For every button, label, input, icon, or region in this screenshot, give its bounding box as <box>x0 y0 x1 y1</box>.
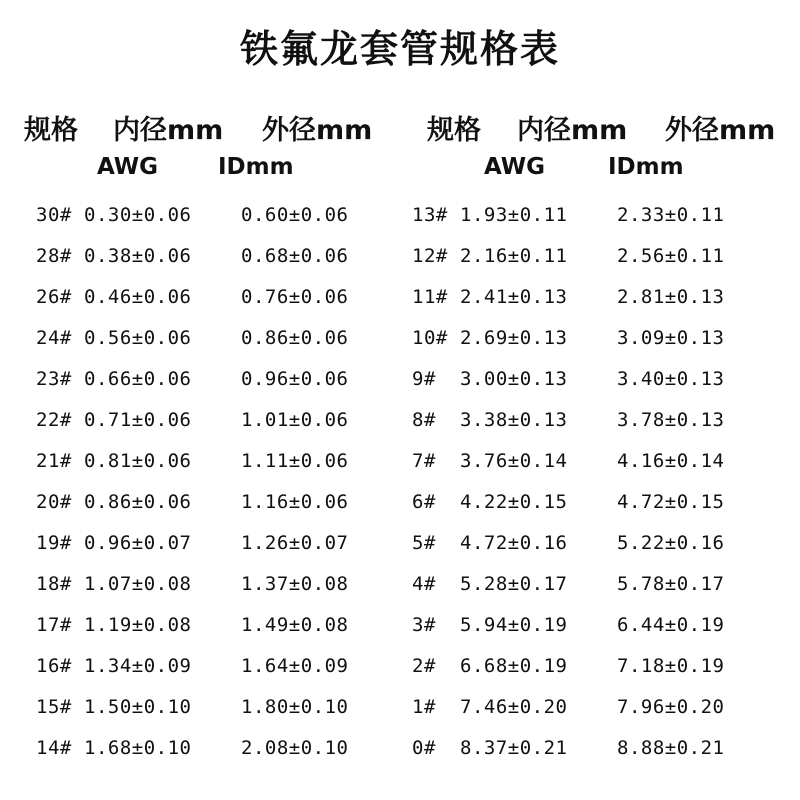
right-inner-diameter-cell: 4.72±0.16 <box>460 532 568 554</box>
right-awg-cell: 1# <box>412 696 436 718</box>
left-header-inner: 内径mm <box>113 115 224 146</box>
left-awg-cell: 22# <box>36 409 72 431</box>
right-inner-diameter-cell: 3.38±0.13 <box>460 409 568 431</box>
right-outer-diameter-cell: 3.78±0.13 <box>617 409 725 431</box>
left-outer-diameter-cell: 1.49±0.08 <box>241 614 349 636</box>
right-header-spec: 规格 <box>427 115 481 146</box>
left-outer-diameter-cell: 1.80±0.10 <box>241 696 349 718</box>
left-header-id: IDmm <box>218 154 294 180</box>
right-inner-diameter-cell: 6.68±0.19 <box>460 655 568 677</box>
table-row <box>0 196 800 237</box>
spec-table <box>0 196 800 770</box>
right-outer-diameter-cell: 6.44±0.19 <box>617 614 725 636</box>
left-awg-cell: 20# <box>36 491 72 513</box>
left-awg-cell: 26# <box>36 286 72 308</box>
right-outer-diameter-cell: 8.88±0.21 <box>617 737 725 759</box>
right-outer-diameter-cell: 2.33±0.11 <box>617 204 725 226</box>
right-outer-diameter-cell: 2.81±0.13 <box>617 286 725 308</box>
left-inner-diameter-cell: 1.34±0.09 <box>84 655 192 677</box>
left-inner-diameter-cell: 1.68±0.10 <box>84 737 192 759</box>
left-header-spec: 规格 <box>24 115 78 146</box>
left-awg-cell: 24# <box>36 327 72 349</box>
left-awg-cell: 18# <box>36 573 72 595</box>
right-outer-diameter-cell: 2.56±0.11 <box>617 245 725 267</box>
right-awg-cell: 12# <box>412 245 448 267</box>
right-awg-cell: 10# <box>412 327 448 349</box>
left-outer-diameter-cell: 0.96±0.06 <box>241 368 349 390</box>
right-inner-diameter-cell: 2.69±0.13 <box>460 327 568 349</box>
table-row <box>0 524 800 565</box>
right-outer-diameter-cell: 7.96±0.20 <box>617 696 725 718</box>
page-title: 铁氟龙套管规格表 <box>239 27 560 71</box>
left-outer-diameter-cell: 1.37±0.08 <box>241 573 349 595</box>
table-row <box>0 401 800 442</box>
left-header-awg: AWG <box>97 154 159 180</box>
left-outer-diameter-cell: 1.11±0.06 <box>241 450 349 472</box>
right-outer-diameter-cell: 5.78±0.17 <box>617 573 725 595</box>
left-awg-cell: 14# <box>36 737 72 759</box>
right-inner-diameter-cell: 8.37±0.21 <box>460 737 568 759</box>
right-inner-diameter-cell: 2.41±0.13 <box>460 286 568 308</box>
table-row <box>0 565 800 606</box>
table-row <box>0 483 800 524</box>
left-outer-diameter-cell: 2.08±0.10 <box>241 737 349 759</box>
right-awg-cell: 3# <box>412 614 436 636</box>
left-inner-diameter-cell: 0.30±0.06 <box>84 204 192 226</box>
right-awg-cell: 4# <box>412 573 436 595</box>
right-awg-cell: 9# <box>412 368 436 390</box>
right-inner-diameter-cell: 4.22±0.15 <box>460 491 568 513</box>
left-awg-cell: 19# <box>36 532 72 554</box>
table-row <box>0 319 800 360</box>
table-row <box>0 647 800 688</box>
left-outer-diameter-cell: 1.64±0.09 <box>241 655 349 677</box>
left-inner-diameter-cell: 1.50±0.10 <box>84 696 192 718</box>
right-inner-diameter-cell: 5.94±0.19 <box>460 614 568 636</box>
table-row <box>0 442 800 483</box>
right-awg-cell: 8# <box>412 409 436 431</box>
right-outer-diameter-cell: 4.72±0.15 <box>617 491 725 513</box>
right-inner-diameter-cell: 7.46±0.20 <box>460 696 568 718</box>
left-inner-diameter-cell: 1.19±0.08 <box>84 614 192 636</box>
right-outer-diameter-cell: 4.16±0.14 <box>617 450 725 472</box>
left-inner-diameter-cell: 0.96±0.07 <box>84 532 192 554</box>
right-awg-cell: 7# <box>412 450 436 472</box>
left-inner-diameter-cell: 1.07±0.08 <box>84 573 192 595</box>
table-row <box>0 729 800 770</box>
right-awg-cell: 5# <box>412 532 436 554</box>
right-inner-diameter-cell: 3.00±0.13 <box>460 368 568 390</box>
right-awg-cell: 2# <box>412 655 436 677</box>
left-outer-diameter-cell: 0.60±0.06 <box>241 204 349 226</box>
left-awg-cell: 23# <box>36 368 72 390</box>
left-outer-diameter-cell: 0.86±0.06 <box>241 327 349 349</box>
table-row <box>0 688 800 729</box>
left-awg-cell: 16# <box>36 655 72 677</box>
left-outer-diameter-cell: 0.68±0.06 <box>241 245 349 267</box>
right-outer-diameter-cell: 5.22±0.16 <box>617 532 725 554</box>
table-row <box>0 360 800 401</box>
right-outer-diameter-cell: 3.09±0.13 <box>617 327 725 349</box>
left-inner-diameter-cell: 0.56±0.06 <box>84 327 192 349</box>
right-outer-diameter-cell: 7.18±0.19 <box>617 655 725 677</box>
right-inner-diameter-cell: 3.76±0.14 <box>460 450 568 472</box>
table-row <box>0 278 800 319</box>
left-inner-diameter-cell: 0.66±0.06 <box>84 368 192 390</box>
left-outer-diameter-cell: 1.01±0.06 <box>241 409 349 431</box>
table-row <box>0 237 800 278</box>
left-inner-diameter-cell: 0.86±0.06 <box>84 491 192 513</box>
table-row <box>0 606 800 647</box>
left-awg-cell: 15# <box>36 696 72 718</box>
right-header-inner: 内径mm <box>517 115 628 146</box>
left-header-outer: 外径mm <box>262 115 373 146</box>
right-header-id: IDmm <box>608 154 684 180</box>
right-inner-diameter-cell: 5.28±0.17 <box>460 573 568 595</box>
left-awg-cell: 21# <box>36 450 72 472</box>
left-outer-diameter-cell: 1.16±0.06 <box>241 491 349 513</box>
left-awg-cell: 30# <box>36 204 72 226</box>
left-inner-diameter-cell: 0.71±0.06 <box>84 409 192 431</box>
right-outer-diameter-cell: 3.40±0.13 <box>617 368 725 390</box>
right-awg-cell: 11# <box>412 286 448 308</box>
right-awg-cell: 0# <box>412 737 436 759</box>
left-awg-cell: 28# <box>36 245 72 267</box>
right-awg-cell: 6# <box>412 491 436 513</box>
right-inner-diameter-cell: 2.16±0.11 <box>460 245 568 267</box>
right-header-outer: 外径mm <box>665 115 776 146</box>
right-awg-cell: 13# <box>412 204 448 226</box>
left-inner-diameter-cell: 0.38±0.06 <box>84 245 192 267</box>
right-inner-diameter-cell: 1.93±0.11 <box>460 204 568 226</box>
left-awg-cell: 17# <box>36 614 72 636</box>
left-outer-diameter-cell: 0.76±0.06 <box>241 286 349 308</box>
left-inner-diameter-cell: 0.46±0.06 <box>84 286 192 308</box>
left-inner-diameter-cell: 0.81±0.06 <box>84 450 192 472</box>
right-header-awg: AWG <box>484 154 546 180</box>
left-outer-diameter-cell: 1.26±0.07 <box>241 532 349 554</box>
